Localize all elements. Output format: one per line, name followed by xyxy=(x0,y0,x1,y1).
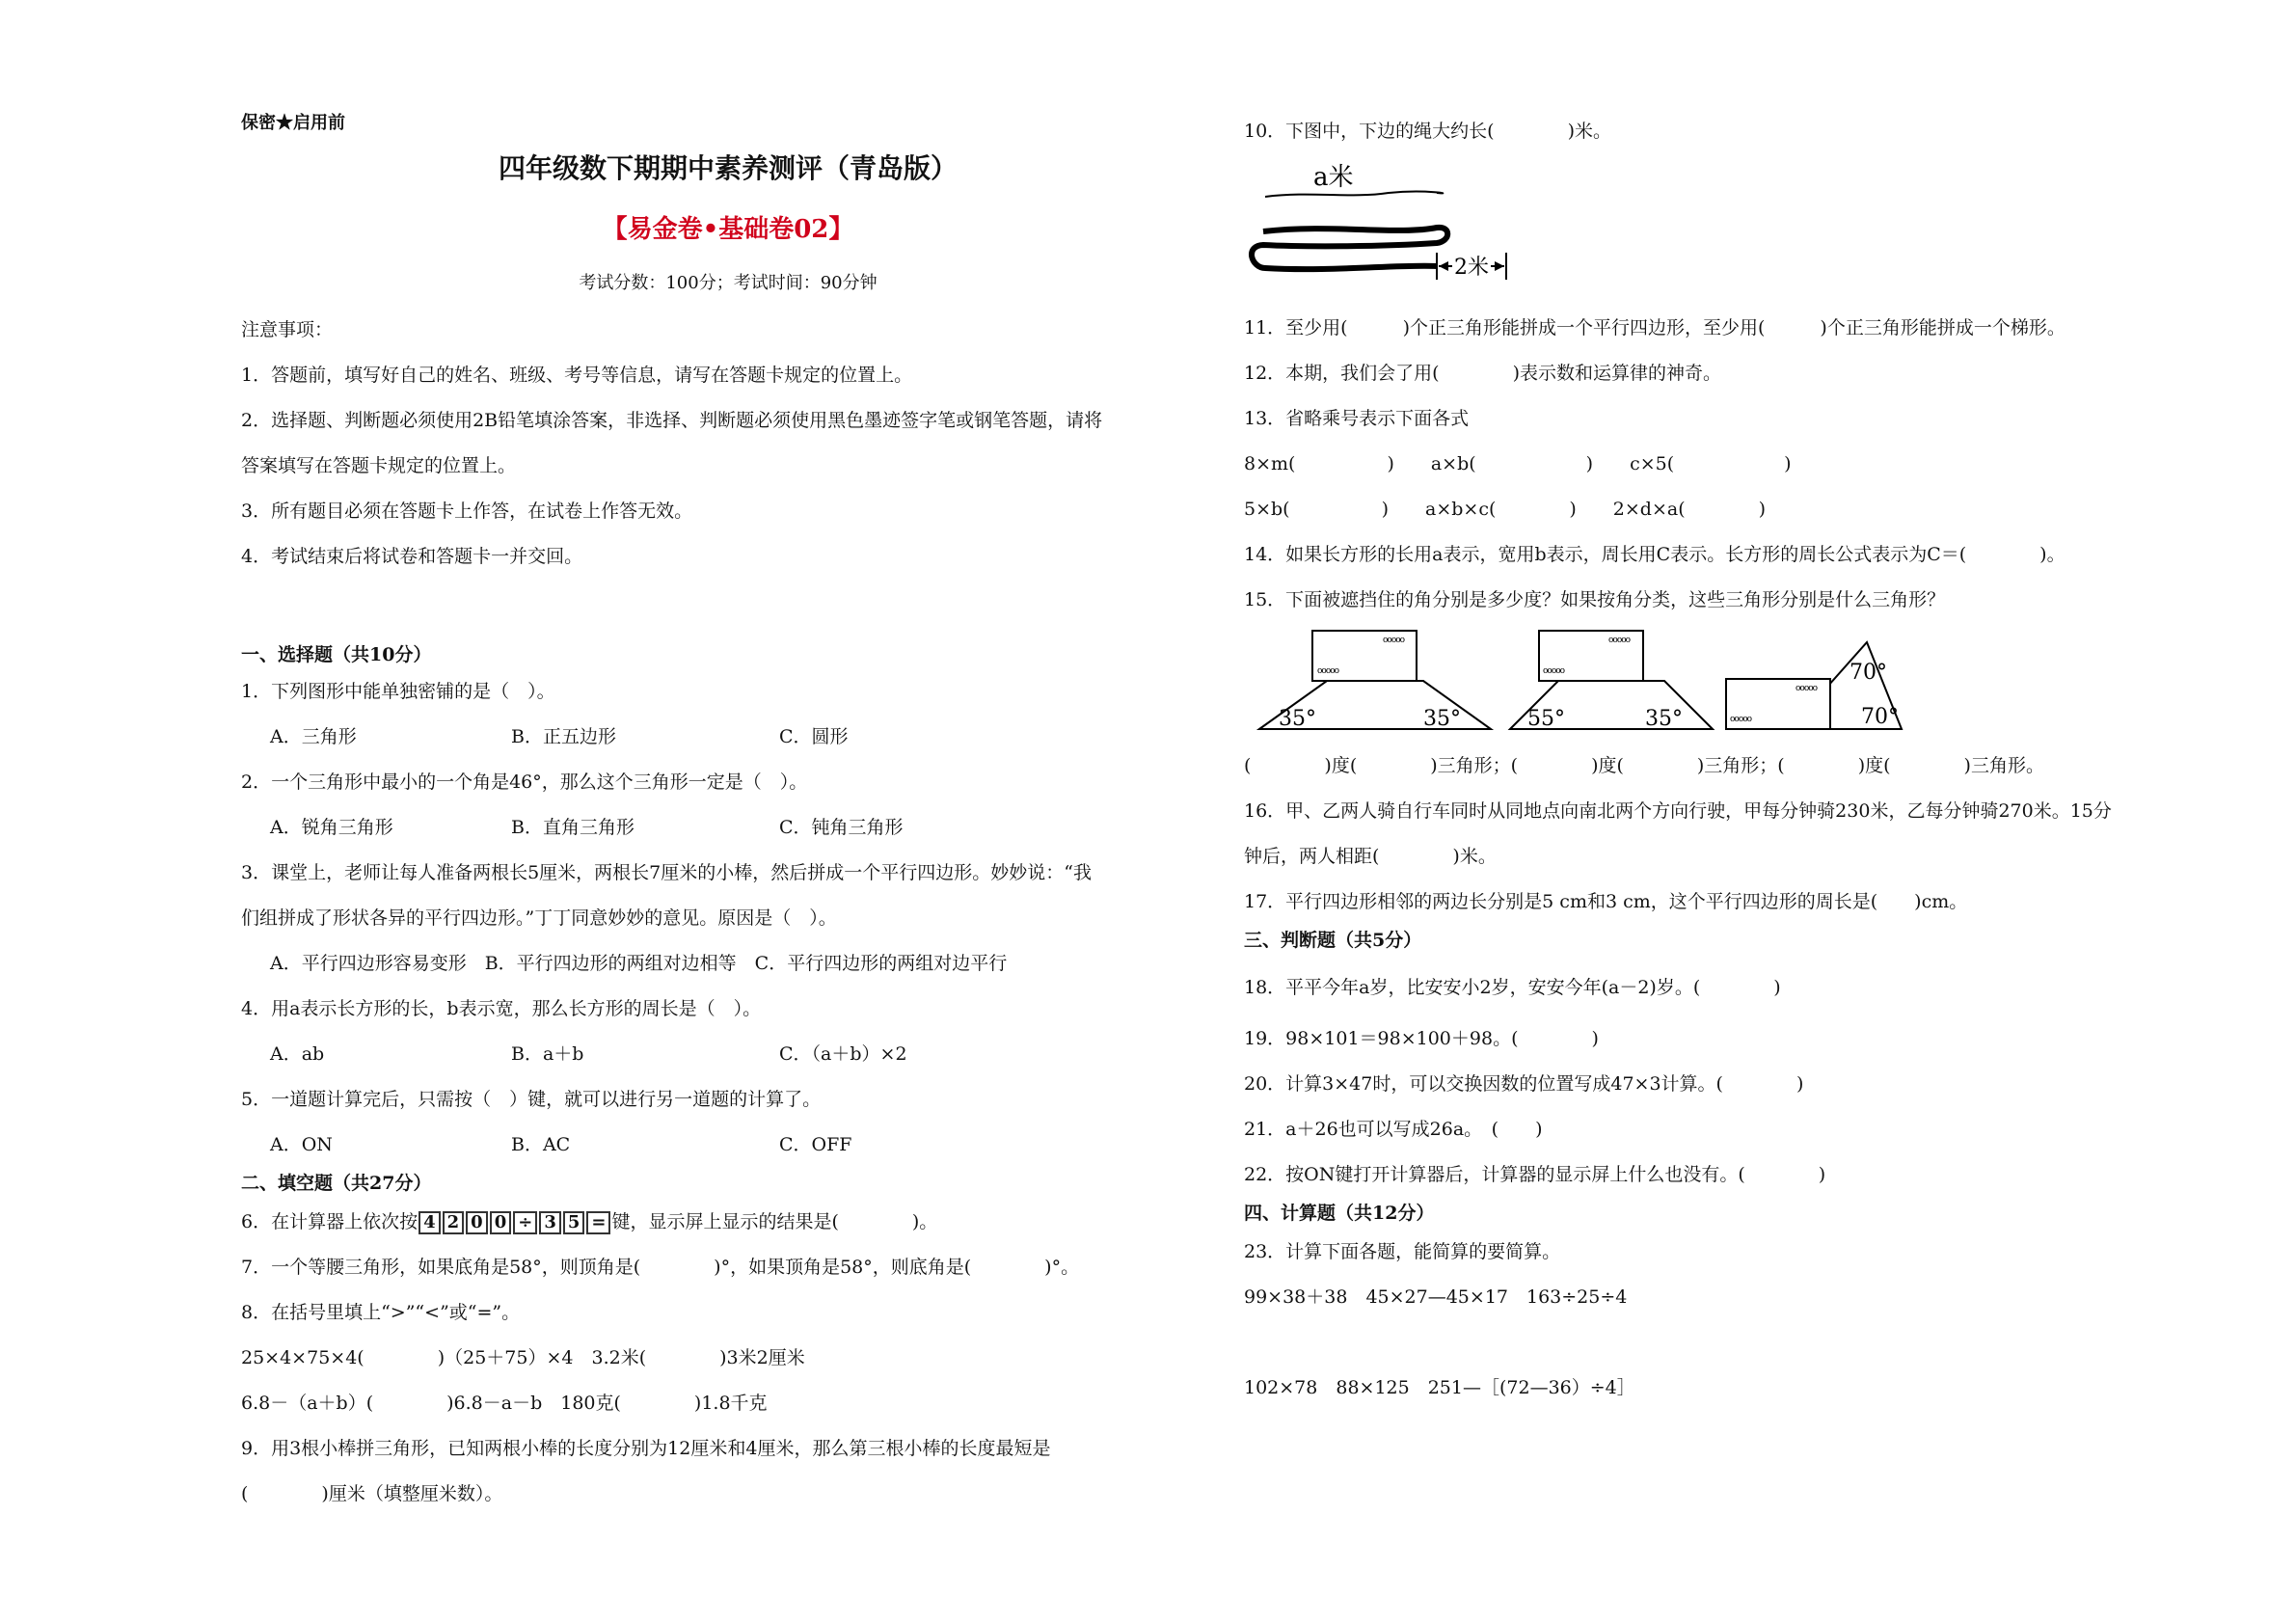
question-9-cont: ( )厘米（填整厘米数）。 xyxy=(241,1483,503,1504)
q4-option-b: B．a＋b xyxy=(511,1043,584,1065)
q13-line-2: 5×b( ) a×b×c( ) 2×d×a( ) xyxy=(1244,499,1767,520)
q4-option-a: A．ab xyxy=(270,1043,325,1065)
note-4: 4．考试结束后将试卷和答题卡一并交回。 xyxy=(241,546,583,567)
q6-suffix: 键，显示屏上显示的结果是( )。 xyxy=(611,1211,938,1232)
triangle-figure-1 xyxy=(1259,631,1491,731)
q6-prefix: 6．在计算器上依次按 xyxy=(241,1211,418,1232)
notes-heading: 注意事项： xyxy=(241,319,334,340)
note-3: 3．所有题目必须在答题卡上作答，在试卷上作答无效。 xyxy=(241,501,693,522)
calc-key: ÷ xyxy=(513,1211,537,1234)
q1-option-a: A．三角形 xyxy=(270,726,357,747)
q1-option-b: B．正五边形 xyxy=(511,726,616,747)
calc-key: 3 xyxy=(539,1211,561,1234)
fig3-angle-top: 70° xyxy=(1850,661,1887,685)
question-22: 22．按ON键打开计算器后，计算器的显示屏上什么也没有。( ) xyxy=(1244,1164,1826,1185)
question-5: 5．一道题计算完后，只需按（ ）键，就可以进行另一道题的计算了。 xyxy=(241,1089,822,1110)
q5-option-a: A．ON xyxy=(270,1134,333,1155)
question-6 xyxy=(241,1210,937,1234)
question-15: 15．下面被遮挡住的角分别是多少度？如果按角分类，这些三角形分别是什么三角形？ xyxy=(1244,589,1946,610)
question-3-cont: 们组拼成了形状各异的平行四边形。”丁丁同意妙妙的意见。原因是（ ）。 xyxy=(241,907,837,929)
note-2-cont: 答案填写在答题卡规定的位置上。 xyxy=(241,455,517,476)
question-18: 18．平平今年a岁，比安安小2岁，安安今年(a－2)岁。( ) xyxy=(1244,977,1781,998)
question-3: 3．课堂上，老师让每人准备两根长5厘米，两根长7厘米的小棒，然后拼成一个平行四边形。妙妙说：“我 xyxy=(241,862,1092,883)
card-dots: ooooo xyxy=(1317,666,1339,676)
q5-option-b: B．AC xyxy=(511,1134,571,1155)
question-13: 13．省略乘号表示下面各式 xyxy=(1244,408,1470,429)
question-11: 11．至少用( )个正三角形能拼成一个平行四边形，至少用( )个正三角形能拼成一个梯形。 xyxy=(1244,317,2066,338)
question-16: 16．甲、乙两人骑自行车同时从同地点向南北两个方向行驶，甲每分钟骑230米，乙每分钟骑270米。15分 xyxy=(1244,800,2112,822)
question-12: 12．本期，我们会了用( )表示数和运算律的神奇。 xyxy=(1244,363,1722,384)
triangle-figures xyxy=(1250,629,1925,735)
note-1: 1．答题前，填写好自己的姓名、班级、考号等信息，请写在答题卡规定的位置上。 xyxy=(241,365,913,386)
fig3-angle-bottom: 70° xyxy=(1861,705,1899,729)
q15-answer-line: ( )度( )三角形；( )度( )三角形；( )度( )三角形。 xyxy=(1244,755,2044,776)
fig1-angle-left: 35° xyxy=(1279,707,1316,731)
q3-options: A．平行四边形容易变形 B．平行四边形的两组对边相等 C．平行四边形的两组对边平行 xyxy=(270,953,1008,974)
q2-option-a: A．锐角三角形 xyxy=(270,817,393,838)
question-17: 17．平行四边形相邻的两边长分别是5 cm和3 cm，这个平行四边形的周长是( )cm。 xyxy=(1244,891,1968,912)
question-14: 14．如果长方形的长用a表示，宽用b表示，周长用C表示。长方形的周长公式表示为C＝( )。 xyxy=(1244,544,2066,565)
calc-key: 2 xyxy=(443,1211,465,1234)
question-20: 20．计算3×47时，可以交换因数的位置写成47×3计算。( ) xyxy=(1244,1073,1804,1095)
question-7: 7．一个等腰三角形，如果底角是58°，则顶角是( )°，如果顶角是58°，则底角是( )°。 xyxy=(241,1257,1080,1278)
calculator-keys xyxy=(418,1211,611,1232)
question-4: 4．用a表示长方形的长，b表示宽，那么长方形的周长是（ ）。 xyxy=(241,998,762,1019)
fig2-angle-left: 55° xyxy=(1527,707,1565,731)
rope-bottom-label: 2米 xyxy=(1454,256,1489,280)
question-21: 21．a＋26也可以写成26a。 ( ) xyxy=(1244,1119,1543,1140)
q8-line-1: 25×4×75×4( )（25＋75）×4 3.2米( )3米2厘米 xyxy=(241,1347,805,1368)
fig1-angle-right: 35° xyxy=(1423,707,1461,731)
triangle-figure-2 xyxy=(1510,631,1713,731)
question-2: 2．一个三角形中最小的一个角是46°，那么这个三角形一定是（ ）。 xyxy=(241,771,808,793)
section1-heading: 一、选择题（共10分） xyxy=(241,644,432,665)
fig2-angle-right: 35° xyxy=(1645,707,1683,731)
q2-option-b: B．直角三角形 xyxy=(511,817,634,838)
question-10: 10．下图中，下边的绳大约长( )米。 xyxy=(1244,121,1612,142)
section3-heading: 三、判断题（共5分） xyxy=(1244,930,1422,951)
note-2: 2．选择题、判断题必须使用2B铅笔填涂答案，非选择、判断题必须使用黑色墨迹签字笔或钢笔答题，请将 xyxy=(241,410,1103,431)
q2-option-c: C．钝角三角形 xyxy=(779,817,904,838)
section4-heading: 四、计算题（共12分） xyxy=(1244,1203,1435,1224)
page-subtitle: 【易金卷•基础卷02】 xyxy=(602,215,854,244)
question-16-cont: 钟后，两人相距( )米。 xyxy=(1244,846,1497,867)
calc-key: = xyxy=(586,1211,610,1234)
section2-heading: 二、填空题（共27分） xyxy=(241,1173,432,1194)
q5-option-c: C．OFF xyxy=(779,1134,852,1155)
card-dots: ooooo xyxy=(1543,666,1565,676)
question-8: 8．在括号里填上“>”“<”或“=”。 xyxy=(241,1302,521,1323)
q23-line-2: 102×78 88×125 251—［(72—36）÷4］ xyxy=(1244,1377,1635,1398)
calc-key: 0 xyxy=(490,1211,512,1234)
triangle-figure-3 xyxy=(1726,642,1902,729)
calc-key: 5 xyxy=(563,1211,585,1234)
card-dots: ooooo xyxy=(1608,636,1631,645)
rope-figure xyxy=(1244,154,1514,299)
bottom-rope xyxy=(1252,228,1447,269)
q1-option-c: C．圆形 xyxy=(779,726,849,747)
top-rope xyxy=(1265,192,1443,197)
q8-line-2: 6.8－（a＋b）( )6.8－a－b 180克( )1.8千克 xyxy=(241,1393,768,1414)
page-title: 四年级数下期期中素养测评（青岛版） xyxy=(498,152,958,184)
card-dots: ooooo xyxy=(1730,715,1752,724)
q23-line-1: 99×38＋38 45×27—45×17 163÷25÷4 xyxy=(1244,1286,1628,1308)
question-23: 23．计算下面各题，能简算的要简算。 xyxy=(1244,1241,1561,1262)
question-19: 19．98×101＝98×100＋98。( ) xyxy=(1244,1028,1599,1049)
question-1: 1．下列图形中能单独密铺的是（ ）。 xyxy=(241,681,555,702)
q13-line-1: 8×m( ) a×b( ) c×5( ) xyxy=(1244,453,1792,474)
dimension-arrow-left xyxy=(1439,261,1448,271)
calc-key: 0 xyxy=(466,1211,488,1234)
dimension-arrow-right xyxy=(1495,261,1504,271)
rope-top-label: a米 xyxy=(1313,163,1354,192)
card-dots: ooooo xyxy=(1796,684,1818,693)
q4-option-c: C．（a＋b）×2 xyxy=(779,1043,907,1065)
calc-key: 4 xyxy=(418,1211,441,1234)
card-dots: ooooo xyxy=(1383,636,1405,645)
exam-info: 考试分数：100分；考试时间：90分钟 xyxy=(579,273,878,293)
question-9: 9．用3根小棒拼三角形，已知两根小棒的长度分别为12厘米和4厘米，那么第三根小棒的长度最短是 xyxy=(241,1438,1051,1459)
confidential-label: 保密★启用前 xyxy=(241,113,345,133)
